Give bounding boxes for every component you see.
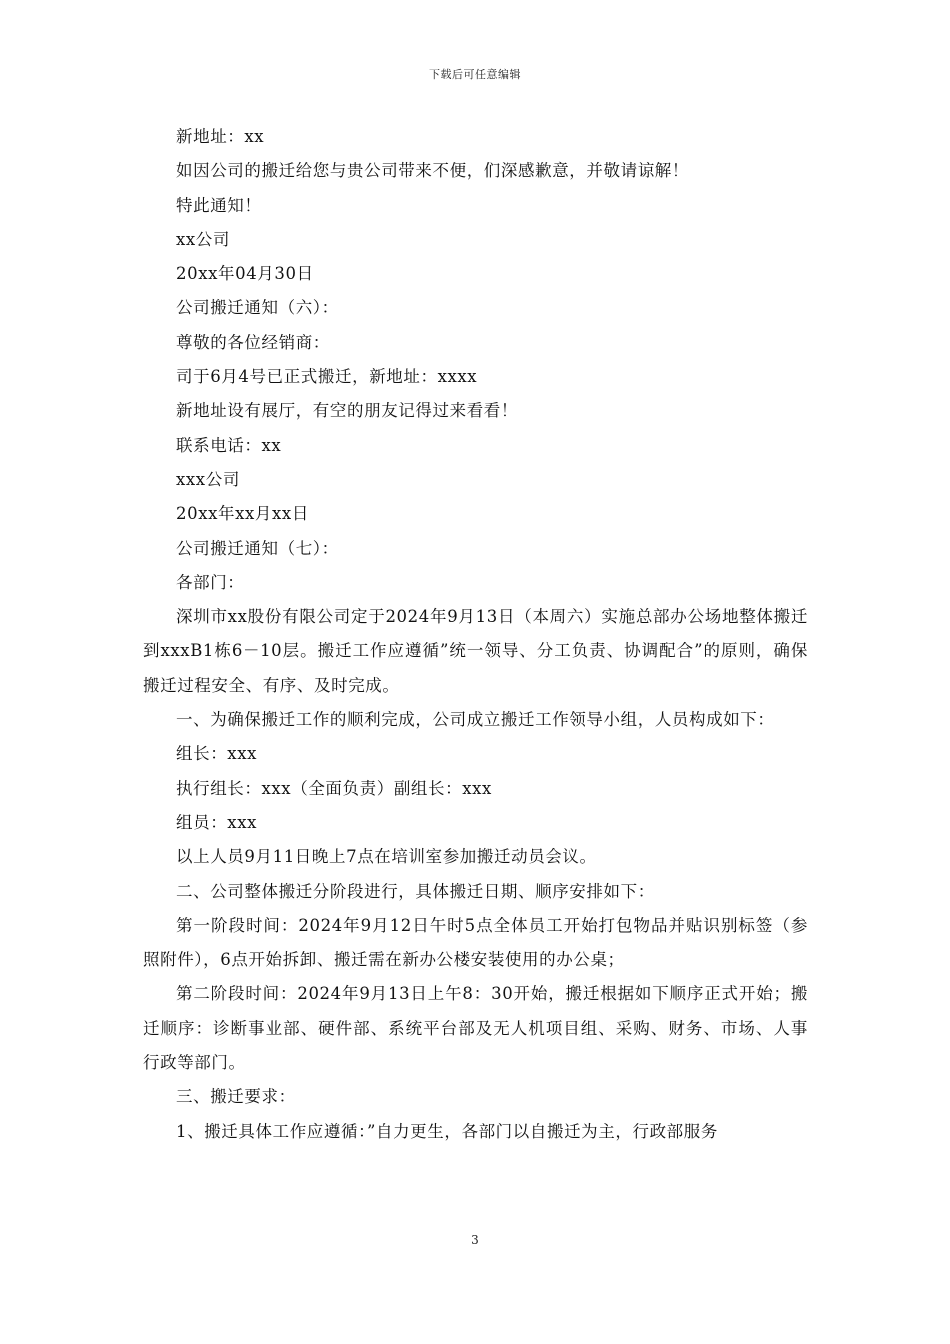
- paragraph: 新地址：xx: [176, 127, 265, 146]
- paragraph: 深圳市xx股份有限公司定于2024年9月13日（本周六）实施总部办公场地整体搬迁到xxxB1栋6－10层。搬迁工作应遵循”统一领导、分工负责、协调配合”的原则，确保搬迁过程安全、有序、及时完成。: [143, 607, 808, 695]
- paragraph: 以上人员9月11日晚上7点在培训室参加搬迁动员会议。: [176, 847, 597, 867]
- paragraph: 三、搬迁要求：: [176, 1087, 296, 1107]
- paragraph: 二、公司整体搬迁分阶段进行，具体搬迁日期、顺序安排如下：: [176, 881, 655, 901]
- header-note: 下载后可任意编辑: [429, 68, 521, 81]
- section-heading: 公司搬迁通知（六）：: [176, 298, 339, 318]
- document-body: [143, 120, 808, 1149]
- salutation: 各部门：: [176, 572, 245, 592]
- paragraph: 1、搬迁具体工作应遵循：”自力更生，各部门以自搬迁为主，行政部服务: [176, 1121, 718, 1141]
- paragraph: 司于6月4号已正式搬迁，新地址：xxxx: [176, 367, 478, 387]
- paragraph: xxx公司: [176, 469, 240, 489]
- section-heading: 公司搬迁通知（七）：: [176, 538, 339, 558]
- paragraph: 第二阶段时间：2024年9月13日上午8：30开始，搬迁根据如下顺序正式开始；搬迁顺序：诊断事业部、硬件部、系统平台部及无人机项目组、采购、财务、市场、人事行政等部门。: [143, 984, 808, 1073]
- paragraph: 如因公司的搬迁给您与贵公司带来不便，们深感歉意，并敬请谅解！: [176, 161, 689, 181]
- paragraph: 一、为确保搬迁工作的顺利完成，公司成立搬迁工作领导小组，人员构成如下：: [176, 710, 775, 730]
- paragraph: 新地址设有展厅，有空的朋友记得过来看看！: [176, 401, 518, 421]
- paragraph: 联系电话：xx: [176, 435, 282, 455]
- paragraph: 第一阶段时间：2024年9月12日午时5点全体员工开始打包物品并贴识别标签（参照附件），6点开始拆卸、搬迁需在新办公楼安装使用的办公桌；: [143, 915, 808, 970]
- paragraph: 组员：xxx: [176, 812, 258, 832]
- paragraph: 20xx年xx月xx日: [176, 504, 309, 524]
- page-number: 3: [471, 1233, 479, 1247]
- paragraph: 20xx年04月30日: [176, 264, 314, 284]
- paragraph: 组长：xxx: [176, 744, 258, 764]
- paragraph: 执行组长：xxx（全面负责）副组长：xxx: [176, 778, 492, 798]
- paragraph: 特此通知！: [176, 195, 262, 215]
- salutation: 尊敬的各位经销商：: [176, 332, 330, 352]
- paragraph: xx公司: [176, 229, 231, 249]
